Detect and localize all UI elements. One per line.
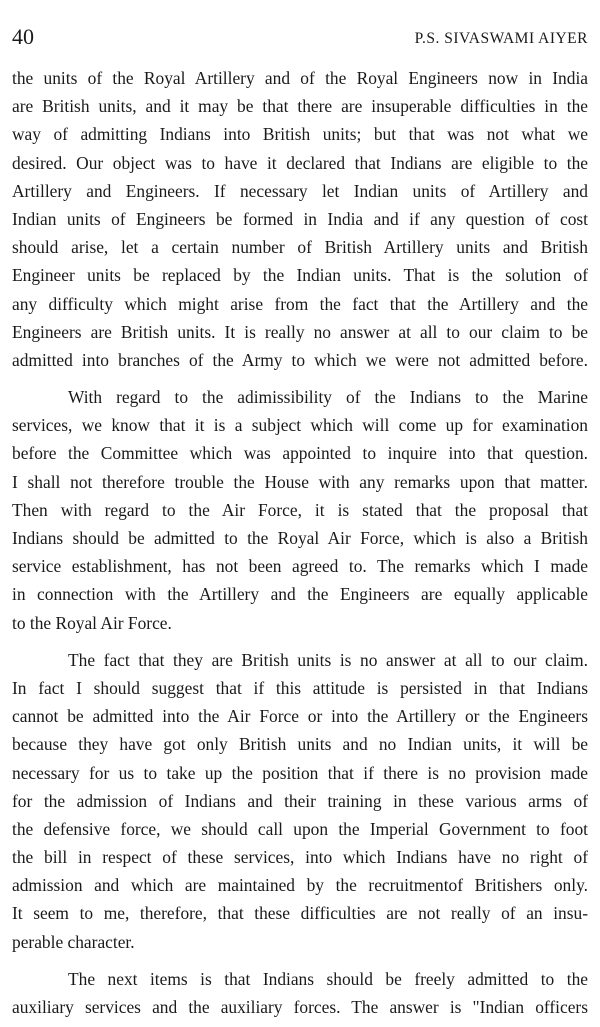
paragraph-3 — [12, 646, 588, 956]
text-line: should arise, let a certain number of British Artillery units and British — [12, 237, 588, 258]
paragraph-4 — [12, 965, 588, 1021]
text-line: Then with regard to the Air Force, it is stated that the proposal that — [12, 499, 588, 520]
text-line: Engineers are British units. It is really no answer at all to our claim to be — [12, 321, 588, 342]
text-line: before the Committee which was appointed to inquire into that question. — [12, 443, 588, 464]
text-line: because they have got only British units and no Indian units, it will be — [12, 734, 588, 755]
text-line: service establishment, has not been agreed to. The remarks which I made — [12, 556, 588, 577]
page-number: 40 — [12, 24, 34, 49]
text-line: Artillery and Engineers. If necessary let Indian units of Artillery and — [12, 180, 588, 201]
text-line: admitted into branches of the Army to which we were not admitted before. — [12, 349, 588, 370]
text-line: I shall not therefore trouble the House with any remarks upon that matter. — [12, 471, 588, 492]
text-line: The next items is that Indians should be freely admitted to the — [68, 968, 588, 989]
text-line: admission and which are maintained by the recruitmentof Britishers only. — [12, 875, 588, 896]
text-line: in connection with the Artillery and the Engineers are equally applicable — [12, 584, 588, 605]
text-line: Engineer units be replaced by the Indian units. That is the solution of — [12, 265, 588, 286]
body-text — [12, 64, 588, 1021]
text-line: cannot be admitted into the Air Force or into the Artillery or the Engineers — [12, 706, 588, 727]
text-line: It seem to me, therefore, that these difficulties are not really of an insu- — [12, 903, 588, 924]
text-line: way of admitting Indians into British units; but that was not what we — [12, 124, 588, 145]
text-line: Indians should be admitted to the Royal Air Force, which is also a British — [12, 528, 588, 548]
text-line: With regard to the adimissibility of the Indians to the Marine — [68, 387, 588, 408]
text-line: the defensive force, we should call upon the Imperial Government to foot — [12, 818, 588, 839]
text-line: the units of the Royal Artillery and of the Royal Engineers now in India — [12, 68, 588, 88]
text-line: In fact I should suggest that if this attitude is persisted in that Indians — [12, 677, 588, 698]
text-line: desired. Our object was to have it declared that Indians are eligible to the — [12, 152, 588, 173]
running-head: P.S. SIVASWAMI AIYER — [414, 30, 588, 47]
text-line: perable character. — [12, 931, 135, 952]
text-line: to the Royal Air Force. — [12, 612, 172, 633]
text-line: necessary for us to take up the position that if there is no provision made — [12, 762, 588, 783]
page-header — [12, 22, 588, 52]
text-line: the bill in respect of these services, into which Indians have no right of — [12, 847, 588, 868]
text-line: any difficulty which might arise from the fact that the Artillery and the — [12, 293, 588, 314]
text-line: The fact that they are British units is no answer at all to our claim. — [68, 649, 588, 670]
text-line: for the admission of Indians and their training in these various arms of — [12, 790, 588, 811]
text-line: services, we know that it is a subject which will come up for examination — [12, 415, 588, 436]
text-line: are British units, and it may be that there are insuperable difficulties in the — [12, 96, 588, 117]
text-line: Indian units of Engineers be formed in India and if any question of cost — [12, 208, 588, 229]
paragraph-1 — [12, 64, 588, 374]
paragraph-2 — [12, 383, 588, 637]
text-line: auxiliary services and the auxiliary forces. The answer is "Indian officers — [12, 997, 588, 1017]
